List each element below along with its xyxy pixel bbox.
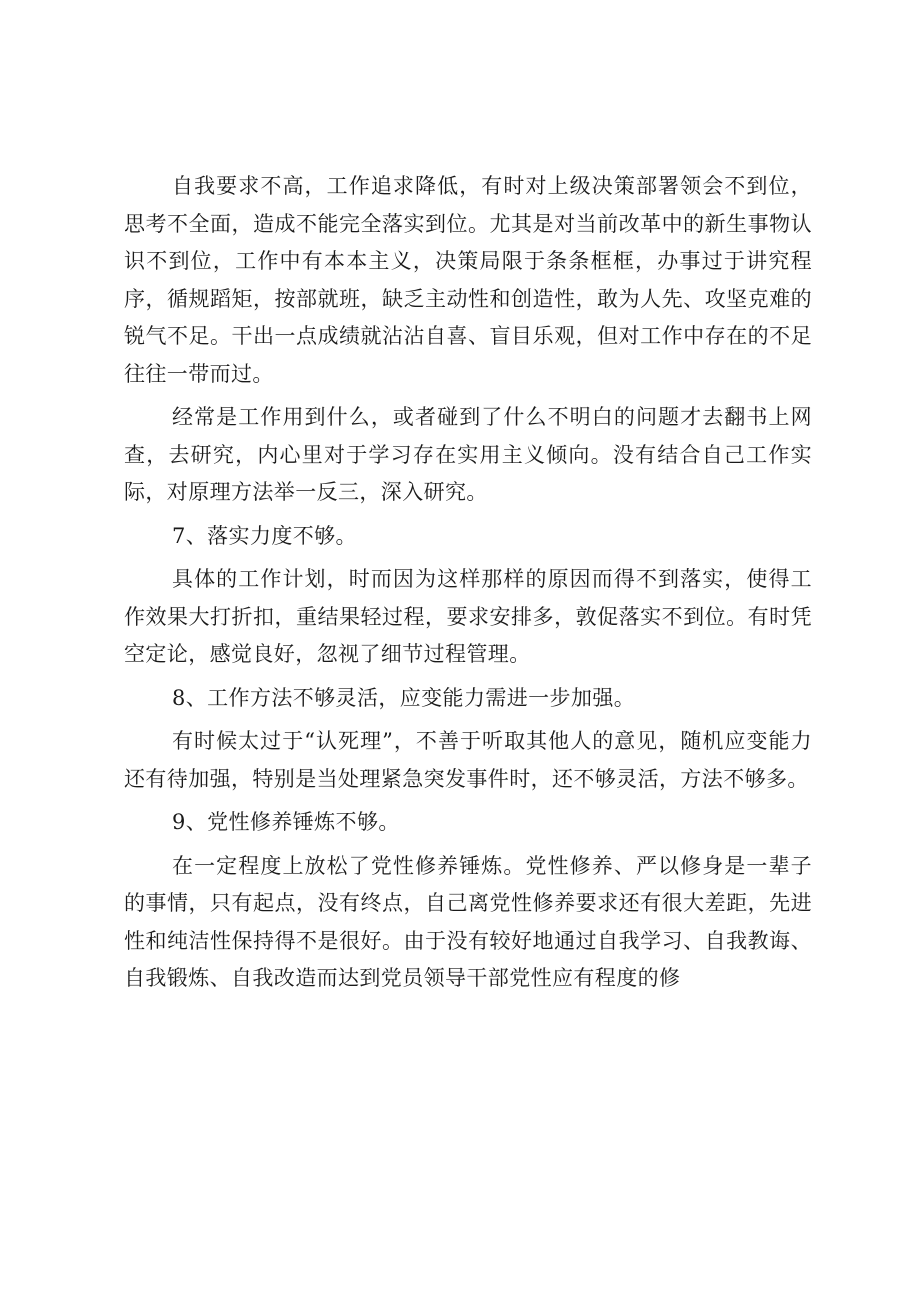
- paragraph-5: 在一定程度上放松了党性修养锤炼。党性修养、严以修身是一辈子的事情，只有起点，没有终点，自己离党性修养要求还有很大差距，先进性和纯洁性保持得不是很好。由于没有较好地通过自我学习、自我教诲、自我锻炼、自我改造而达到党员领导干部党性应有程度的修: [124, 853, 812, 990]
- paragraph-4: 有时候太过于“认死理”，不善于听取其他人的意见，随机应变能力还有待加强，特别是当处理紧急突发事件时，还不够灵活，方法不够多。: [124, 729, 812, 791]
- section-heading-9: 9、党性修养锤炼不够。: [172, 810, 400, 834]
- section-heading-7: 7、落实力度不够。: [172, 523, 357, 548]
- paragraph-3: 具体的工作计划，时而因为这样那样的原因而得不到落实，使得工作效果大打折扣，重结果轻过程，要求安排多，敦促落实不到位。有时凭空定论，感觉良好，忽视了细节过程管理。: [124, 567, 812, 666]
- paragraph-2: 经常是工作用到什么，或者碰到了什么不明白的问题才去翻书上网查，去研究，内心里对于学习存在实用主义倾向。没有结合自己工作实际，对原理方法举一反三，深入研究。: [124, 405, 812, 504]
- document-body: [124, 168, 812, 1004]
- section-heading-8: 8、工作方法不够灵活，应变能力需进一步加强。: [172, 685, 636, 710]
- paragraph-1: 自我要求不高，工作追求降低，有时对上级决策部署领会不到位，思考不全面，造成不能完全落实到位。尤其是对当前改革中的新生事物认识不到位，工作中有本本主义，决策局限于条条框框，办事过于讲究程序，循规蹈矩，按部就班，缺乏主动性和创造性，敢为人先、攻坚克难的锐气不足。干出一点成绩就沾沾自喜、盲目乐观，但对工作中存在的不足往往一带而过。: [124, 174, 812, 386]
